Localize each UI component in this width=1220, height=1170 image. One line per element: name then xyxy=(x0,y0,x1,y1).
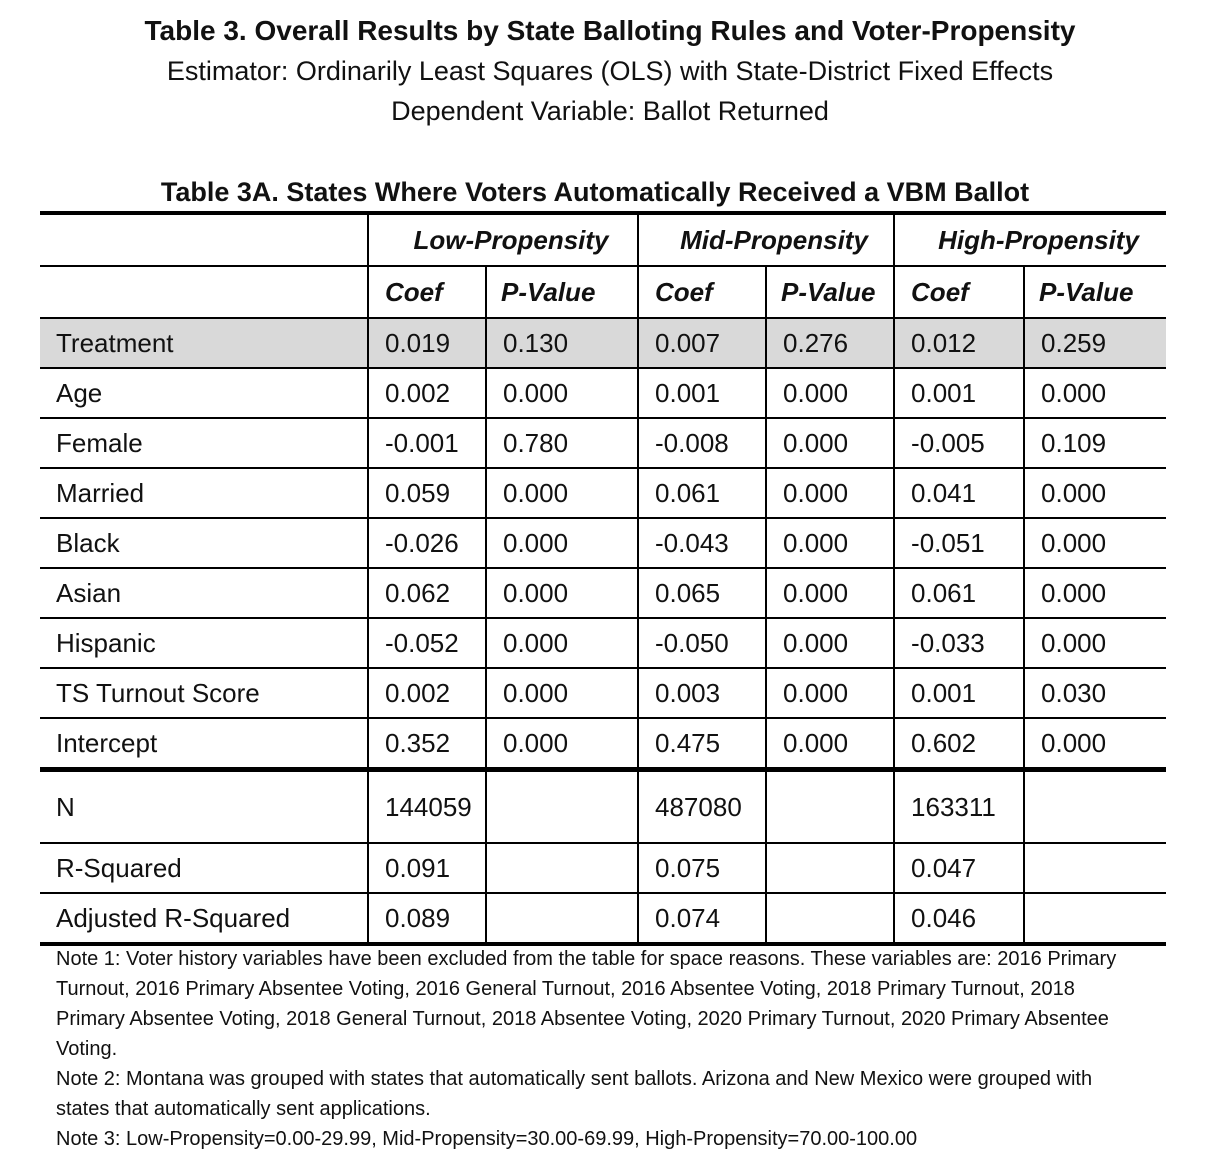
coef-row xyxy=(40,568,1166,618)
coef-cell: 0.074 xyxy=(638,893,766,944)
pvalue-cell: 0.276 xyxy=(766,318,894,368)
pvalue-cell xyxy=(766,770,894,844)
row-label: Black xyxy=(40,518,368,568)
pvalue-cell: 0.000 xyxy=(766,518,894,568)
coef-row xyxy=(40,518,1166,568)
pvalue-cell: 0.000 xyxy=(1024,568,1166,618)
row-label: Age xyxy=(40,368,368,418)
group-low-propensity: Low-Propensity xyxy=(368,213,638,266)
coef-cell: 0.001 xyxy=(894,368,1024,418)
coef-cell: 0.602 xyxy=(894,718,1024,770)
pvalue-cell: 0.000 xyxy=(486,718,638,770)
coef-cell: 0.062 xyxy=(368,568,486,618)
pvalue-cell: 0.130 xyxy=(486,318,638,368)
pvalue-cell: 0.109 xyxy=(1024,418,1166,468)
coef-cell: 0.012 xyxy=(894,318,1024,368)
coef-cell: 0.089 xyxy=(368,893,486,944)
pvalue-cell: 0.000 xyxy=(1024,468,1166,518)
coef-header: Coef xyxy=(368,266,486,318)
pvalue-cell xyxy=(486,770,638,844)
dependent-variable-line: Dependent Variable: Ballot Returned xyxy=(391,96,829,126)
coef-row xyxy=(40,468,1166,518)
coef-header: Coef xyxy=(894,266,1024,318)
subtable-title: Table 3A. States Where Voters Automatically Received a VBM Ballot xyxy=(160,177,1030,207)
coef-cell: 487080 xyxy=(638,770,766,844)
pvalue-cell: 0.000 xyxy=(1024,618,1166,668)
group-high-propensity: High-Propensity xyxy=(894,213,1166,266)
group-mid-propensity: Mid-Propensity xyxy=(638,213,894,266)
pvalue-cell: 0.000 xyxy=(766,468,894,518)
pvalue-cell: 0.000 xyxy=(766,418,894,468)
coef-row xyxy=(40,718,1166,770)
pvalue-cell: 0.000 xyxy=(766,368,894,418)
table-title: Table 3. Overall Results by State Balloting Rules and Voter-Propensity xyxy=(144,15,1076,46)
stat-row xyxy=(40,843,1166,893)
row-label: TS Turnout Score xyxy=(40,668,368,718)
coef-cell: 163311 xyxy=(894,770,1024,844)
coef-cell: 0.059 xyxy=(368,468,486,518)
coef-cell: 0.046 xyxy=(894,893,1024,944)
pvalue-header: P-Value xyxy=(1024,266,1166,318)
pvalue-cell: 0.000 xyxy=(486,668,638,718)
coef-row xyxy=(40,668,1166,718)
coef-cell: 0.019 xyxy=(368,318,486,368)
table-notes xyxy=(56,944,1136,1154)
coef-cell: 0.002 xyxy=(368,668,486,718)
coef-cell: 0.065 xyxy=(638,568,766,618)
coef-cell: -0.051 xyxy=(894,518,1024,568)
pvalue-cell: 0.000 xyxy=(1024,368,1166,418)
coef-cell: 144059 xyxy=(368,770,486,844)
coef-cell: -0.033 xyxy=(894,618,1024,668)
coef-row xyxy=(40,318,1166,368)
coef-cell: 0.352 xyxy=(368,718,486,770)
coef-cell: 0.475 xyxy=(638,718,766,770)
note-3: Note 3: Low-Propensity=0.00-29.99, Mid-Propensity=30.00-69.99, High-Propensity=70.00-100.00 xyxy=(56,1128,918,1150)
pvalue-cell: 0.000 xyxy=(766,668,894,718)
coef-cell: 0.003 xyxy=(638,668,766,718)
row-label: Asian xyxy=(40,568,368,618)
pvalue-cell xyxy=(1024,843,1166,893)
pvalue-cell xyxy=(766,893,894,944)
coef-cell: 0.061 xyxy=(894,568,1024,618)
row-label: Female xyxy=(40,418,368,468)
row-label: Treatment xyxy=(40,318,368,368)
pvalue-cell: 0.259 xyxy=(1024,318,1166,368)
pvalue-cell: 0.780 xyxy=(486,418,638,468)
pvalue-header: P-Value xyxy=(766,266,894,318)
coef-cell: -0.008 xyxy=(638,418,766,468)
coef-cell: 0.001 xyxy=(894,668,1024,718)
coef-cell: 0.075 xyxy=(638,843,766,893)
coef-cell: -0.005 xyxy=(894,418,1024,468)
row-label: Intercept xyxy=(40,718,368,770)
coef-cell: 0.091 xyxy=(368,843,486,893)
pvalue-header: P-Value xyxy=(486,266,638,318)
coef-row xyxy=(40,618,1166,668)
row-label: Adjusted R-Squared xyxy=(40,893,368,944)
pvalue-cell: 0.030 xyxy=(1024,668,1166,718)
pvalue-cell: 0.000 xyxy=(486,368,638,418)
pvalue-cell xyxy=(486,893,638,944)
pvalue-cell: 0.000 xyxy=(1024,718,1166,770)
coef-cell: 0.001 xyxy=(638,368,766,418)
coef-cell: -0.050 xyxy=(638,618,766,668)
estimator-line: Estimator: Ordinarily Least Squares (OLS) with State-District Fixed Effects xyxy=(166,56,1054,86)
coef-header: Coef xyxy=(638,266,766,318)
row-label: Married xyxy=(40,468,368,518)
stat-row xyxy=(40,770,1166,844)
coef-cell: -0.026 xyxy=(368,518,486,568)
row-label: R-Squared xyxy=(40,843,368,893)
coef-cell: -0.052 xyxy=(368,618,486,668)
column-header-row xyxy=(40,266,1166,318)
pvalue-cell xyxy=(486,843,638,893)
pvalue-cell xyxy=(1024,893,1166,944)
pvalue-cell: 0.000 xyxy=(486,618,638,668)
pvalue-cell: 0.000 xyxy=(486,518,638,568)
pvalue-cell: 0.000 xyxy=(766,718,894,770)
coef-cell: 0.041 xyxy=(894,468,1024,518)
coef-row xyxy=(40,418,1166,468)
pvalue-cell: 0.000 xyxy=(1024,518,1166,568)
group-header-row xyxy=(40,213,1166,266)
pvalue-cell xyxy=(1024,770,1166,844)
coef-cell: 0.002 xyxy=(368,368,486,418)
coef-cell: 0.047 xyxy=(894,843,1024,893)
row-label: N xyxy=(40,770,368,844)
note-1: Note 1: Voter history variables have been excluded from the table for space reasons. These variables are: 2016 Primary Turnout, 2016 Primary Absentee Voting, 2016 General Turnout, 2016 Absentee Voting, 2018 Primary Turnout, 2018 Primary Absentee Voting, 2018 General Turnout, 2018 Absentee Voting, 2020 Primary Turnout, 2020 Primary Absentee Voting. xyxy=(56,948,1117,1060)
row-label: Hispanic xyxy=(40,618,368,668)
row-label-header xyxy=(40,266,368,318)
stat-row xyxy=(40,893,1166,944)
coef-cell: -0.001 xyxy=(368,418,486,468)
pvalue-cell: 0.000 xyxy=(486,468,638,518)
pvalue-cell: 0.000 xyxy=(766,568,894,618)
coef-cell: -0.043 xyxy=(638,518,766,568)
note-2: Note 2: Montana was grouped with states that automatically sent ballots. Arizona and New Mexico were grouped with states that automatically sent applications. xyxy=(56,1068,1093,1120)
pvalue-cell xyxy=(766,843,894,893)
coef-cell: 0.061 xyxy=(638,468,766,518)
coef-row xyxy=(40,368,1166,418)
coef-cell: 0.007 xyxy=(638,318,766,368)
corner-cell xyxy=(40,213,368,266)
pvalue-cell: 0.000 xyxy=(486,568,638,618)
pvalue-cell: 0.000 xyxy=(766,618,894,668)
results-table xyxy=(40,211,1166,946)
